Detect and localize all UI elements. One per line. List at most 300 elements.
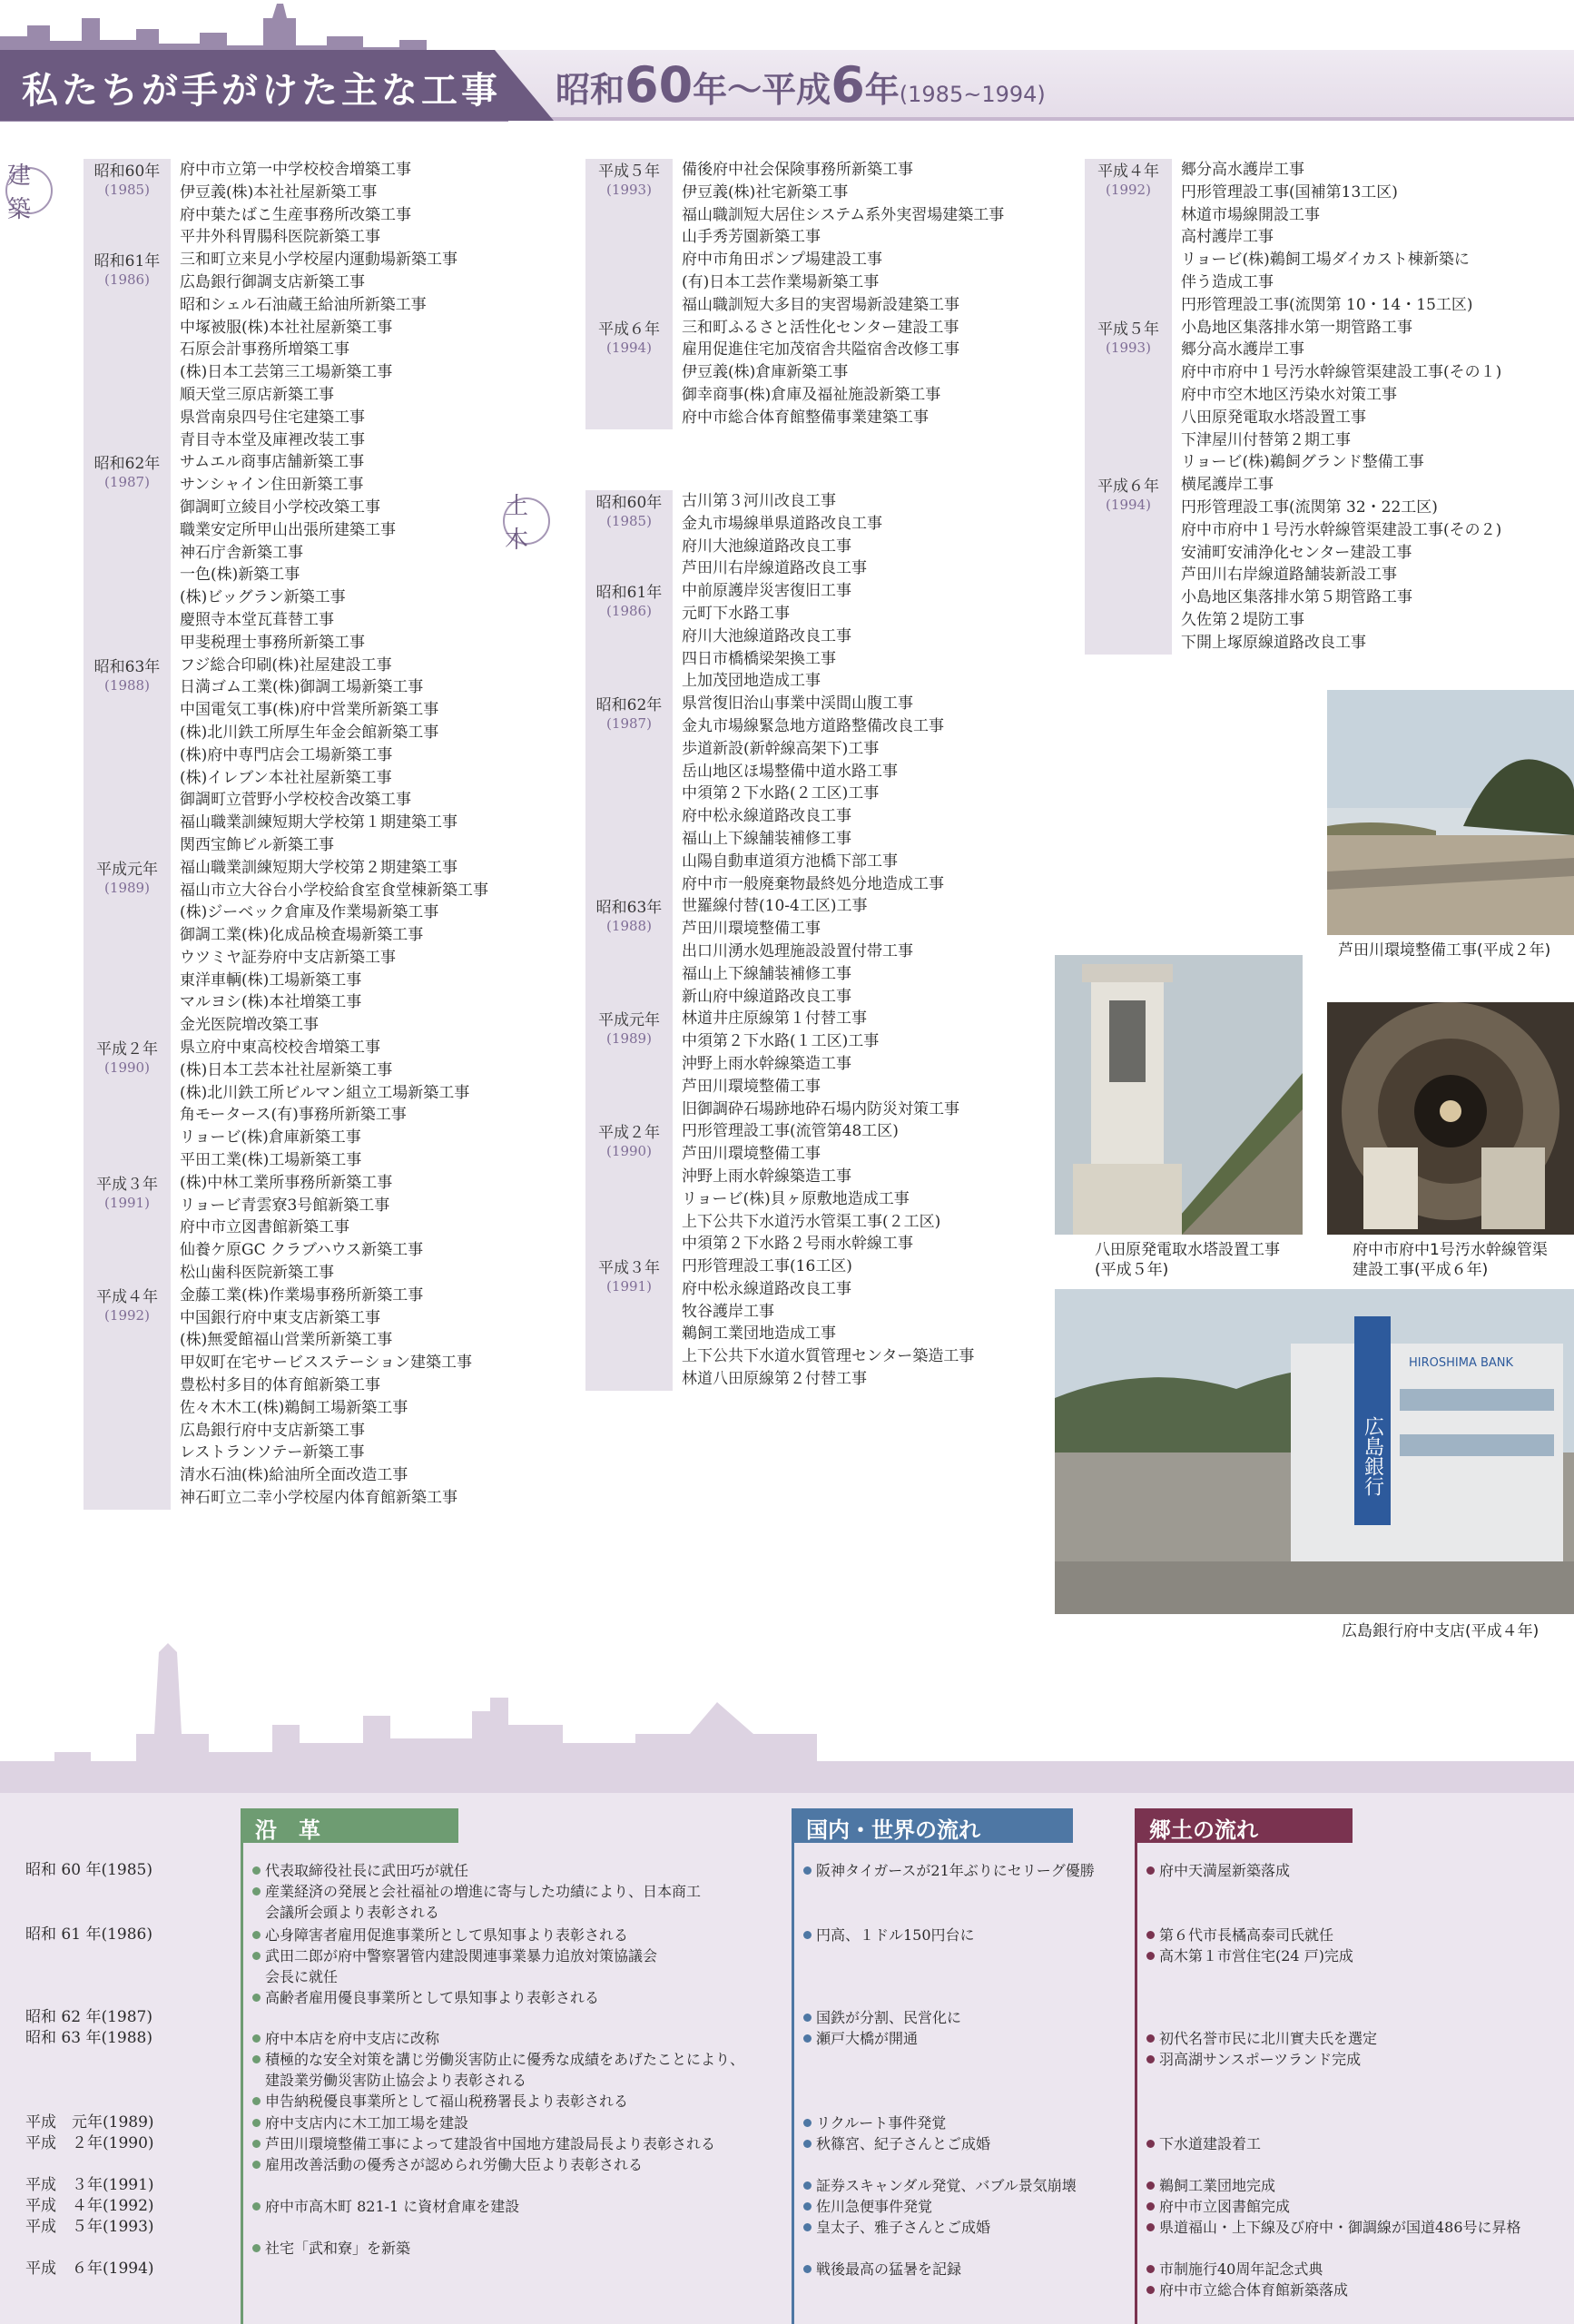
- project-item: リョービ(株)貝ヶ原敷地造成工事: [682, 1189, 910, 1208]
- timeline-event: [1146, 1860, 1290, 1881]
- project-item: 上下公共下水道水質管理センター築造工事: [682, 1347, 975, 1366]
- year-label: [84, 1037, 171, 1172]
- timeline-event: [252, 2091, 628, 2112]
- project-item: 平井外科胃腸科医院新築工事: [180, 228, 380, 247]
- project-item: 鵜飼工業団地造成工事: [682, 1324, 836, 1344]
- timeline-event-text: 高木第１市営住宅(24 戸)完成: [1159, 1947, 1353, 1965]
- project-items: [673, 317, 959, 429]
- year-ad-text: (1988): [606, 918, 652, 935]
- timeline-event: [1146, 2175, 1275, 2196]
- project-item: 古川第３河川改良工事: [682, 492, 836, 510]
- year-text: 平成元年: [96, 860, 158, 879]
- project-item: 山手秀芳園新築工事: [682, 228, 821, 247]
- project-items: [673, 1008, 959, 1120]
- project-items: [673, 580, 851, 693]
- project-item: 府中市府中１号汚水幹線管渠建設工事(その１): [1181, 363, 1502, 382]
- year-label: [585, 159, 673, 317]
- project-item: 沖野上雨水幹線築造工事: [682, 1054, 851, 1073]
- building-year-block: [84, 451, 488, 654]
- timeline-year: 昭和 62 年(1987): [25, 2008, 152, 2026]
- timeline-event: [803, 1925, 975, 1945]
- project-item: 府中市立第一中学校校舎増築工事: [180, 161, 411, 179]
- timeline-event-text: 証券スキャンダル発覚、バブル景気崩壊: [816, 2177, 1077, 2194]
- year-ad-text: (1986): [104, 271, 150, 289]
- project-item: 郷分高水護岸工事: [1181, 161, 1304, 179]
- caption-intake-tower-2: (平成５年): [1095, 1261, 1169, 1279]
- year-text: 昭和62年: [595, 696, 663, 715]
- timeline-event-text: 皇太子、雅子さんとご成婚: [816, 2219, 991, 2236]
- timeline-year: 平成 ４年(1992): [25, 2197, 154, 2215]
- timeline-event-text: 会長に就任: [265, 1968, 339, 1985]
- skyline-decoration-bottom: [0, 1625, 1574, 1797]
- timeline-event-text: 佐川急便事件発覚: [816, 2198, 933, 2215]
- project-item: 広島銀行御調支店新築工事: [180, 272, 365, 291]
- project-item: 県営南泉四号住宅建築工事: [180, 408, 365, 427]
- civil-list-1: [585, 490, 974, 1391]
- project-item: (株)北川鉄工所厚生年金会館新築工事: [180, 723, 439, 742]
- project-item: ウツミヤ証券府中支店新築工事: [180, 948, 396, 967]
- timeline-event: [803, 2175, 1077, 2196]
- building-year-block: [84, 655, 488, 857]
- bullet-dot: [252, 1931, 261, 1939]
- project-item: 沖野上雨水幹線築造工事: [682, 1167, 851, 1186]
- project-item: 青目寺本堂及庫裡改装工事: [180, 430, 365, 449]
- civil-year-block: [585, 1256, 974, 1391]
- project-item: 慶照寺本堂瓦葺替工事: [180, 610, 334, 629]
- year-label: [585, 317, 673, 429]
- year-text: 平成４年: [96, 1287, 158, 1306]
- bullet-dot: [1146, 2286, 1155, 2294]
- project-item: 府中市府中１号汚水幹線管渠建設工事(その２): [1181, 520, 1502, 539]
- project-item: 円形管理設工事(流関第 10・14・15工区): [1181, 295, 1473, 314]
- project-item: 東洋車輌(株)工場新築工事: [180, 970, 362, 990]
- bullet-dot: [1146, 1931, 1155, 1939]
- year-text: 平成３年: [96, 1175, 158, 1194]
- project-item: 中須第２下水路(２工区)工事: [682, 784, 880, 803]
- project-item: 円形管理設工事(流関第 32・22工区): [1181, 497, 1438, 517]
- timeline-event: [1146, 2028, 1377, 2049]
- project-item: 林道八田原線第２付替工事: [682, 1370, 867, 1389]
- year-label: [84, 159, 171, 249]
- building-year-block: [84, 1037, 488, 1172]
- project-item: (株)無愛館福山営業所新築工事: [180, 1331, 393, 1350]
- year-text: 平成２年: [598, 1124, 660, 1143]
- building-year-block: [585, 317, 1004, 429]
- timeline-event: [252, 2238, 410, 2259]
- timeline-local-header: 郷土の流れ: [1135, 1808, 1353, 1843]
- project-item: マルヨシ(株)本社増築工事: [180, 993, 362, 1012]
- timeline-event-text: 国鉄が分割、民営化に: [816, 2009, 962, 2026]
- project-item: 備後府中社会保険事務所新築工事: [682, 161, 913, 179]
- timeline-year: 平成 ３年(1991): [25, 2176, 154, 2194]
- project-item: 芦田川右岸線道路改良工事: [682, 559, 867, 578]
- timeline-event-text: 府中支店内に木工加工場を建設: [265, 2114, 469, 2132]
- project-item: 中須第２下水路２号雨水幹線工事: [682, 1235, 913, 1254]
- year-label: [585, 1120, 673, 1256]
- caption-sewer-1: 府中市府中1号汚水幹線管渠: [1353, 1241, 1548, 1259]
- project-item: 芦田川環境整備工事: [682, 920, 821, 939]
- timeline-event: [803, 2259, 961, 2280]
- project-items: [171, 451, 396, 654]
- timeline-event: [1146, 1945, 1353, 1966]
- timeline-event-text: 戦後最高の猛暑を記録: [816, 2260, 962, 2278]
- project-items: [1172, 159, 1473, 317]
- bullet-dot: [252, 2034, 261, 2043]
- timeline-event-text: リクルート事件発覚: [816, 2114, 947, 2132]
- project-item: (株)府中専門店会工場新築工事: [180, 745, 393, 764]
- project-item: 府川大池線道路改良工事: [682, 626, 851, 645]
- timeline-event: [1146, 2049, 1361, 2070]
- bullet-dot: [803, 2034, 812, 2043]
- project-item: 金藤工業(株)作業場事務所新築工事: [180, 1285, 424, 1305]
- project-item: 上下公共下水道汚水管渠工事(２工区): [682, 1212, 941, 1231]
- year-ad-text: (1985): [104, 182, 150, 198]
- timeline-history-header: 沿 革: [241, 1808, 458, 1843]
- project-item: 県立府中東高校校舎増築工事: [180, 1039, 380, 1058]
- year-ad-text: (1991): [606, 1278, 652, 1295]
- project-item: 三和町立来見小学校屋内運動場新築工事: [180, 251, 457, 270]
- year-ad-text: (1993): [1106, 339, 1151, 356]
- bullet-dot: [803, 1866, 812, 1875]
- bullet-dot: [1146, 1952, 1155, 1960]
- timeline-event-text: 高齢者雇用優良事業所として県知事より表彰される: [265, 1989, 600, 2006]
- project-item: 福山職業訓練短期大学校第１期建築工事: [180, 813, 457, 832]
- project-item: (株)中林工業所事務所新築工事: [180, 1173, 393, 1192]
- timeline-event: [803, 1860, 1095, 1881]
- project-item: 福山上下線舗装補修工事: [682, 964, 851, 983]
- project-item: フジ総合印刷(株)社屋建設工事: [180, 655, 392, 675]
- timeline-event: [803, 2007, 961, 2028]
- project-item: 松山歯科医院新築工事: [180, 1264, 334, 1283]
- bullet-dot: [252, 2202, 261, 2211]
- page-title: 私たちが手がけた主な工事: [22, 70, 501, 112]
- bullet-dot: [252, 2055, 261, 2063]
- timeline-event: [252, 1860, 468, 1881]
- year-text: 平成４年: [1097, 162, 1159, 181]
- year-label: [84, 451, 171, 654]
- year-ad-text: (1988): [104, 676, 150, 694]
- project-item: (株)日本工芸第三工場新築工事: [180, 363, 393, 382]
- project-item: 雇用促進住宅加茂宿舎共隘宿舎改修工事: [682, 340, 959, 359]
- timeline-event: [1146, 2217, 1521, 2238]
- timeline-year: 平成 ５年(1993): [25, 2218, 154, 2236]
- year-text: 昭和61年: [595, 584, 663, 603]
- project-item: 甲奴町在宅サービスステーション建築工事: [180, 1354, 472, 1373]
- year-ad-text: (1992): [104, 1306, 150, 1324]
- bullet-dot: [252, 2161, 261, 2169]
- year-label: [585, 1256, 673, 1391]
- project-item: 林道市場線開設工事: [1181, 205, 1320, 224]
- project-item: 三和町ふるさと活性化センター建設工事: [682, 318, 959, 337]
- project-item: 県営復旧治山事業中渓間山腹工事: [682, 694, 913, 714]
- project-item: 府中松永線道路改良工事: [682, 1279, 851, 1298]
- project-item: 出口川湧水処理施設設置付帯工事: [682, 941, 913, 960]
- project-item: 伊豆義(株)倉庫新築工事: [682, 363, 849, 382]
- timeline-event-text: 初代名誉市民に北川實夫氏を選定: [1159, 2030, 1378, 2047]
- year-label: [84, 249, 171, 451]
- year-text: 昭和60年: [93, 162, 161, 181]
- year-label: [1085, 317, 1172, 475]
- civil-year-block: [585, 1008, 974, 1120]
- year-label: [585, 490, 673, 580]
- project-item: 下津屋川付替第２期工事: [1181, 430, 1351, 449]
- timeline-event-text: 積極的な安全対策を講じ労働災害防止に優秀な成績をあげたことにより、: [265, 2051, 745, 2068]
- photo-sewer-tunnel: [1327, 1002, 1574, 1235]
- civil-year-block: [1085, 317, 1501, 475]
- timeline-event-text: 県道福山・上下線及び府中・御調線が国道486号に昇格: [1159, 2219, 1521, 2236]
- project-item: 御調町立綾目小学校改築工事: [180, 497, 380, 517]
- timeline-event: [1146, 1925, 1333, 1945]
- project-item: 角モータース(有)事務所新築工事: [180, 1106, 407, 1125]
- project-item: 中塚被服(株)本社社屋新築工事: [180, 318, 393, 337]
- project-item: 御調町立菅野小学校校舎改築工事: [180, 791, 411, 810]
- category-building-badge: 建築: [5, 167, 53, 214]
- bullet-dot: [803, 2202, 812, 2211]
- year-text: 昭和63年: [595, 899, 663, 918]
- year-text: 昭和63年: [93, 657, 161, 676]
- project-item: 府川大池線道路改良工事: [682, 537, 851, 556]
- project-item: リョービ青雲寮3号館新築工事: [180, 1196, 390, 1215]
- project-item: 府中市立図書館新築工事: [180, 1218, 349, 1237]
- project-item: 山陽自動車道須方池橋下部工事: [682, 852, 898, 871]
- civil-year-block: [585, 1120, 974, 1256]
- photo-hiroshima-bank: [1055, 1289, 1574, 1614]
- timeline-event-text: 産業経済の発展と会社福祉の増進に寄与した功績により、日本商工: [265, 1883, 702, 1900]
- project-items: [673, 1256, 974, 1391]
- timeline-event-text: 下水道建設着工: [1159, 2135, 1262, 2152]
- year-label: [585, 1008, 673, 1120]
- timeline-event: [1146, 2196, 1290, 2217]
- bullet-dot: [803, 2181, 812, 2190]
- year-text: 平成６年: [1097, 478, 1159, 497]
- timeline-event-text: 市制施行40周年記念式典: [1159, 2260, 1323, 2278]
- bullet-dot: [252, 1866, 261, 1875]
- timeline-event-text: 府中天満屋新築落成: [1159, 1862, 1291, 1879]
- project-item: 昭和シェル石油蔵王給油所新築工事: [180, 295, 427, 314]
- timeline-year: 平成 元年(1989): [25, 2113, 154, 2132]
- timeline-local-line: [1135, 1843, 1137, 2324]
- project-items: [171, 1285, 472, 1510]
- year-text: 平成２年: [96, 1040, 158, 1059]
- building-year-block: [84, 1172, 488, 1285]
- year-label: [585, 895, 673, 1008]
- project-item: 上加茂団地造成工事: [682, 672, 821, 691]
- bullet-dot: [252, 2244, 261, 2252]
- bullet-dot: [1146, 2140, 1155, 2148]
- project-item: 円形管理設工事(国補第13工区): [1181, 182, 1398, 202]
- project-item: 金光医院増改築工事: [180, 1016, 319, 1035]
- project-item: 歩道新設(新幹線高架下)工事: [682, 739, 880, 758]
- timeline-event: [1146, 2280, 1348, 2300]
- timeline-event: [252, 2049, 744, 2070]
- photo-ashida-river: [1327, 690, 1574, 935]
- project-item: 伊豆義(株)本社社屋新築工事: [180, 182, 378, 202]
- project-item: 芦田川環境整備工事: [682, 1077, 821, 1096]
- civil-year-block: [585, 580, 974, 693]
- year-ad-text: (1994): [606, 339, 652, 356]
- timeline-event-text: 鵜飼工業団地完成: [1159, 2177, 1276, 2194]
- bullet-dot: [803, 2119, 812, 2127]
- bullet-dot: [803, 2223, 812, 2231]
- timeline-event: [252, 1945, 657, 1966]
- building-list-2: [585, 159, 1004, 429]
- caption-intake-tower-1: 八田原発電取水塔設置工事: [1095, 1241, 1280, 1259]
- timeline-event: [803, 2133, 990, 2154]
- building-year-block: [84, 857, 488, 1037]
- year-ad-text: (1989): [606, 1030, 652, 1048]
- project-item: 中国銀行府中東支店新築工事: [180, 1308, 380, 1327]
- project-item: (有)日本工芸作業場新築工事: [682, 272, 880, 291]
- timeline-event-text: 申告納税優良事業所として福山税務署長より表彰される: [265, 2093, 629, 2110]
- year-text: 昭和62年: [93, 455, 161, 474]
- year-ad-text: (1991): [104, 1194, 150, 1211]
- civil-year-block: [585, 895, 974, 1008]
- building-year-block: [84, 249, 488, 451]
- year-label: [84, 655, 171, 857]
- project-item: 豊松村多目的体育館新築工事: [180, 1376, 380, 1395]
- bank-sign-en: HIROSHIMA BANK: [1409, 1356, 1514, 1370]
- bullet-dot: [1146, 2223, 1155, 2231]
- year-text: 平成３年: [598, 1259, 660, 1278]
- project-item: 芦田川環境整備工事: [682, 1145, 821, 1164]
- bullet-dot: [1146, 1866, 1155, 1875]
- project-item: 福山市立大谷台小学校給食室食堂棟新築工事: [180, 881, 488, 900]
- timeline-year: 昭和 61 年(1986): [25, 1925, 152, 1944]
- year-ad-text: (1987): [606, 715, 652, 733]
- timeline-event: [803, 2028, 918, 2049]
- year-ad-text: (1985): [606, 513, 652, 529]
- project-item: 福山職訓短大多目的実習場新設建築工事: [682, 295, 959, 314]
- project-item: 福山職訓短大居住システム系外実習場建築工事: [682, 205, 1005, 224]
- year-text: 平成５年: [598, 162, 660, 181]
- building-year-block: [84, 1285, 488, 1510]
- project-item: 林道井庄原線第１付替工事: [682, 1009, 867, 1029]
- timeline-event: [1146, 2133, 1261, 2154]
- project-items: [1172, 317, 1501, 475]
- project-item: 一色(株)新築工事: [180, 566, 300, 585]
- timeline-history-line: [241, 1843, 243, 2324]
- bullet-dot: [252, 2097, 261, 2105]
- project-items: [171, 249, 457, 451]
- timeline-year: 平成 ６年(1994): [25, 2260, 154, 2278]
- project-item: 府中葉たばこ生産事務所改築工事: [180, 205, 411, 224]
- project-item: 福山上下線舗装補修工事: [682, 829, 851, 848]
- bullet-dot: [803, 2140, 812, 2148]
- project-item: 順天堂三原店新築工事: [180, 385, 334, 404]
- timeline-event: [803, 2217, 990, 2238]
- bullet-dot: [803, 2014, 812, 2022]
- project-item: 岳山地区ほ場整備中道水路工事: [682, 762, 898, 781]
- project-item: 伴う造成工事: [1181, 272, 1274, 291]
- year-text: 平成５年: [1097, 320, 1159, 339]
- timeline-event-text: 阪神タイガースが21年ぶりにセリーグ優勝: [816, 1862, 1095, 1879]
- timeline-event-text: 府中本店を府中支店に改称: [265, 2030, 440, 2047]
- project-item: 小島地区集落排水第５期管路工事: [1181, 588, 1412, 607]
- project-item: 職業安定所甲山出張所建築工事: [180, 520, 396, 539]
- project-item: 円形管理設工事(16工区): [682, 1257, 852, 1276]
- project-item: 小島地区集落排水第一期管路工事: [1181, 318, 1412, 337]
- year-text: 平成元年: [598, 1011, 660, 1030]
- timeline-event: [252, 1966, 338, 1987]
- timeline-year: 昭和 63 年(1988): [25, 2029, 152, 2047]
- bullet-dot: [252, 1952, 261, 1960]
- timeline-event-text: 会議所会頭より表彰される: [265, 1904, 440, 1921]
- project-item: 関西宝飾ビル新築工事: [180, 835, 334, 854]
- project-item: 御幸商事(株)倉庫及福祉施設新築工事: [682, 385, 941, 404]
- project-items: [673, 693, 944, 895]
- project-item: 府中市総合体育館整備事業建築工事: [682, 408, 929, 427]
- year-text: 昭和60年: [595, 494, 663, 512]
- year-text: 昭和61年: [93, 252, 161, 271]
- timeline-event-text: 瀬戸大橋が開通: [816, 2030, 919, 2047]
- project-item: (株)ジーベック倉庫及作業場新築工事: [180, 903, 439, 922]
- project-item: レストランソテー新築工事: [180, 1443, 365, 1462]
- timeline-event-text: 秋篠宮、紀子さんとご成婚: [816, 2135, 991, 2152]
- civil-list-2: [1085, 159, 1501, 655]
- timeline-event-text: 芦田川環境整備工事によって建設省中国地方建設局長より表彰される: [265, 2135, 716, 2152]
- project-item: 高村護岸工事: [1181, 228, 1274, 247]
- year-label: [1085, 474, 1172, 654]
- project-item: 安浦町安浦浄化センター建設工事: [1181, 543, 1412, 562]
- project-items: [171, 1037, 469, 1172]
- year-label: [84, 1285, 171, 1510]
- project-item: 下開上塚原線道路改良工事: [1181, 633, 1366, 652]
- timeline-event-text: 円高、１ドル150円台に: [816, 1926, 975, 1944]
- project-item: 甲斐税理士事務所新築工事: [180, 633, 365, 652]
- photo-intake-tower: [1055, 955, 1303, 1235]
- year-text: 平成６年: [598, 320, 660, 339]
- bullet-dot: [252, 2119, 261, 2127]
- project-item: 仙養ケ原GC クラブハウス新築工事: [180, 1241, 424, 1260]
- year-ad-text: (1986): [606, 603, 652, 620]
- project-items: [171, 857, 488, 1037]
- project-item: 石原会計事務所増築工事: [180, 340, 349, 359]
- project-item: 横尾護岸工事: [1181, 476, 1274, 495]
- bullet-dot: [803, 1931, 812, 1939]
- timeline-year: 平成 ２年(1990): [25, 2134, 154, 2152]
- year-ad-text: (1987): [104, 474, 150, 491]
- project-item: 府中市空木地区汚染水対策工事: [1181, 385, 1397, 404]
- project-item: 府中市角田ポンプ場建設工事: [682, 251, 882, 270]
- project-item: 日満ゴム工業(株)御調工場新築工事: [180, 678, 424, 697]
- project-item: 金丸市場線単県道路改良工事: [682, 514, 882, 533]
- timeline-world-line: [792, 1843, 794, 2324]
- timeline-event-text: 社宅「武和寮」を新築: [265, 2240, 411, 2257]
- caption-bank: 広島銀行府中支店(平成４年): [1342, 1622, 1540, 1640]
- project-item: リョービ(株)鵜飼グランド整備工事: [1181, 453, 1424, 472]
- timeline-world-header: 国内・世界の流れ: [792, 1808, 1073, 1843]
- project-item: 八田原発電取水塔設置工事: [1181, 408, 1366, 427]
- bullet-dot: [803, 2265, 812, 2273]
- year-ad-text: (1990): [104, 1059, 150, 1077]
- year-ad-text: (1993): [606, 182, 652, 198]
- project-item: 御調工業(株)化成品検査場新築工事: [180, 926, 424, 945]
- era-heading: 昭和60年～平成6年(1985~1994): [556, 56, 1046, 113]
- timeline-event: [1146, 2259, 1323, 2280]
- project-item: サムエル商事店舗新築工事: [180, 453, 365, 472]
- project-items: [673, 490, 882, 580]
- project-item: (株)北川鉄工所ビルマン組立工場新築工事: [180, 1083, 470, 1102]
- project-item: 佐々木木工(株)鵜飼工場新築工事: [180, 1398, 408, 1417]
- project-item: 神石庁舎新築工事: [180, 543, 303, 562]
- year-label: [1085, 159, 1172, 317]
- project-item: (株)ビッグラン新築工事: [180, 588, 346, 607]
- civil-year-block: [585, 490, 974, 580]
- project-item: 福山職業訓練短期大学校第２期建築工事: [180, 858, 457, 877]
- timeline-event: [252, 1881, 701, 1902]
- project-item: 牧谷護岸工事: [682, 1302, 774, 1321]
- year-ad-text: (1994): [1106, 497, 1151, 514]
